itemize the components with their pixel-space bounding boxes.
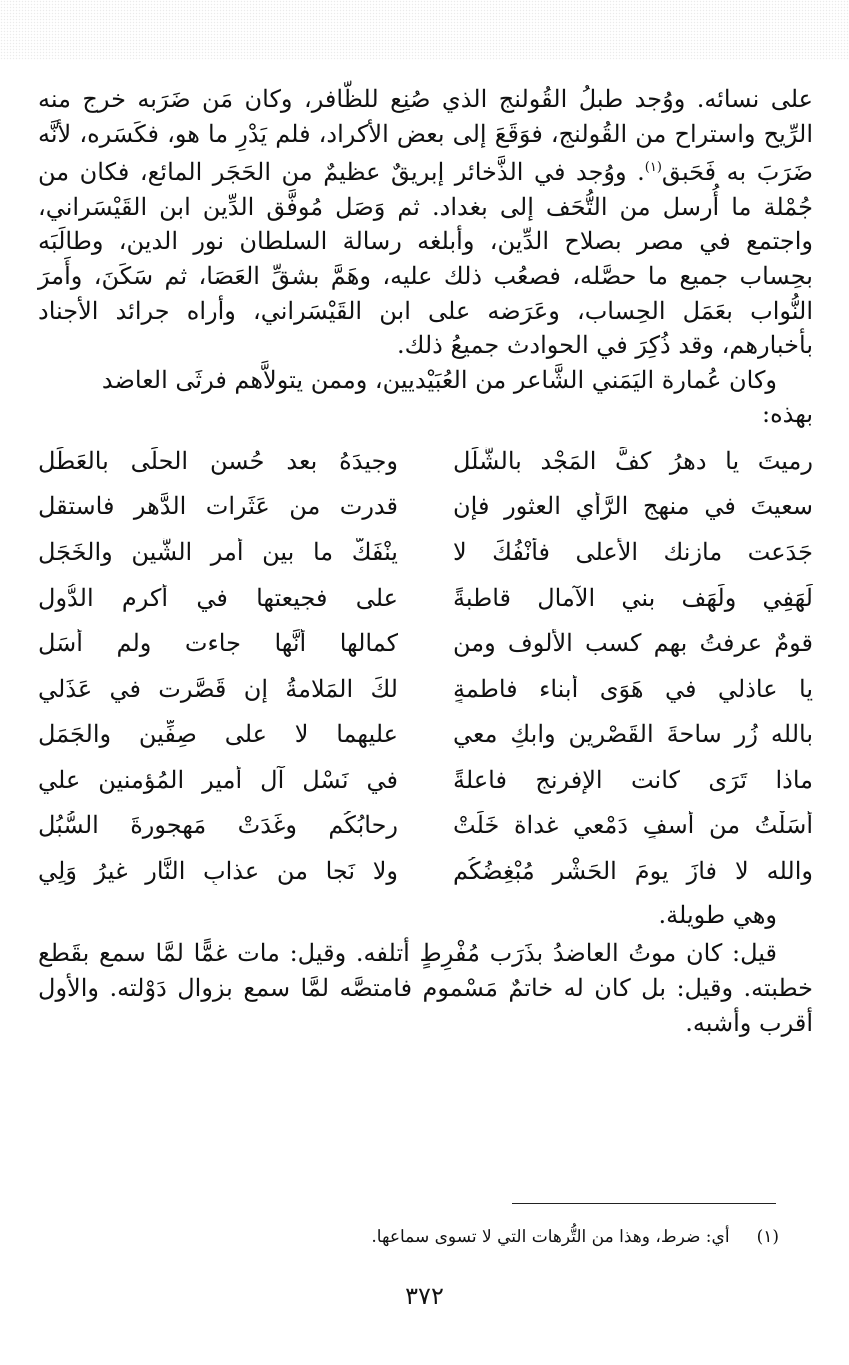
poem-verse (38, 529, 813, 575)
poem (38, 438, 813, 894)
verse-second-hemistich: كمالها أنَّها جاءت ولم أسَلِ (38, 629, 398, 658)
verse-first-hemistich: لَهَفِي ولَهَف بني الآمال قاطبةً (453, 583, 813, 612)
poem-verse (38, 575, 813, 621)
paragraph-1-text: على نسائه. ووُجد طبلُ القُولنج الذي صُنِع للظّافر، وكان مَن ضَرَبه خرج منه الرِّيح واستراح من القُولنج، فوَقَعَ إلى بعض الأكراد، فلم يَدْرِ ما هو، فكَسَره، لأنَّه ضَرَبَ به فَحَبق (38, 85, 813, 187)
footnote-marker: (١) (756, 1227, 779, 1247)
verse-first-hemistich: يا عاذلي في هَوَى أبناء فاطمةٍ (453, 674, 813, 703)
page-number: ٣٧٢ (405, 1282, 444, 1310)
verse-first-hemistich: ماذا تَرَى كانت الإفرنج فاعلةً (453, 765, 813, 794)
verse-second-hemistich: رحابُكُم وغَدَتْ مَهجورةَ السُّبُلِ (38, 811, 398, 840)
poem-verse (38, 438, 813, 484)
verse-second-hemistich: في نَسْل آل أمير المُؤمنين علي (38, 765, 398, 794)
paragraph-3: قيل: كان موتُ العاضدُ بذَرَب مُفْرِطٍ أتلفه. وقيل: مات غمًّا لمَّا سمع بقَطع خطبته. وقيل: بل كان له خاتمٌ مَسْموم فامتصَّه لمَّا سمع بزوال دَوْلته. والأول أقرب وأشبه. (38, 939, 813, 1037)
verse-first-hemistich: أَسَلْتُ من أسفٍ دَمْعي غداة خَلَتْ (453, 811, 813, 840)
poem-verse (38, 484, 813, 530)
verse-first-hemistich: بالله زُر ساحةَ القَصْرين وابكِ معي (453, 720, 813, 749)
poem-verse (38, 757, 813, 803)
verse-first-hemistich: سعيتَ في منهج الرَّأي العثور فإن (453, 492, 813, 521)
verse-first-hemistich: جَدَعت مازنك الأعلى فأنْفُكَ لا (453, 537, 813, 566)
footnote-gap (735, 1227, 751, 1247)
poem-verse (38, 666, 813, 712)
footnote-text: أي: ضرط، وهذا من التُّرهات التي لا تسوى سماعها. (371, 1227, 730, 1247)
verse-second-hemistich: ولا نَجا من عذابِ النَّار غيرُ وَلِي (38, 857, 398, 886)
footnote-separator (512, 1203, 776, 1204)
footnote-reference[interactable]: (١) (644, 160, 662, 176)
paragraph-2-tail: بهذه: (762, 400, 813, 429)
verse-first-hemistich: قومٌ عرفتُ بهم كسب الألوف ومن (453, 629, 813, 658)
verse-second-hemistich: لكَ المَلامةُ إن قَصَّرت في عَذَلي (38, 674, 398, 703)
footnote (79, 1224, 779, 1250)
scan-noise (0, 0, 849, 60)
verse-second-hemistich: عليهما لا على صِفِّين والجَمَلِ (38, 720, 398, 749)
verse-second-hemistich: ينْفَكُّ ما بين أمرِ الشَّين والخَجَلِ (38, 537, 398, 566)
poem-verse (38, 848, 813, 894)
poem-verse (38, 803, 813, 849)
verse-first-hemistich: والله لا فازَ يومَ الحَشْر مُبْغِضُكُم (453, 857, 813, 886)
poem-verse (38, 712, 813, 758)
poem-verse (38, 620, 813, 666)
poem-note: وهي طويلة. (658, 900, 777, 929)
page-body (38, 82, 813, 1040)
paragraph-2: وكان عُمارة اليَمَني الشَّاعر من العُبَيْديين، وممن يتولاَّهم فرثَى العاضد (101, 365, 777, 394)
verse-second-hemistich: وجيدَهُ بعد حُسن الحلَى بالعَطَلِ (38, 446, 398, 475)
paragraph-1 (38, 82, 813, 363)
verse-second-hemistich: قدرت من عَثَرات الدَّهر فاستقل (38, 492, 398, 521)
verse-second-hemistich: على فجيعتها في أكرم الدُّولِ (38, 583, 398, 612)
verse-first-hemistich: رميتَ يا دهرُ كفَّ المَجْد بالشَّلَلِ (453, 446, 813, 475)
paragraph-1-continued: . ووُجد في الذَّخائر إبريقٌ عظيمٌ من الحَجَر المائع، فكان من جُمْلة ما أُرسل من التُّحَف إلى بغداد. ثم وَصَل مُوفَّق الدِّين ابن القَيْسَراني، واجتمع في مصر بصلاح الدِّين، وأبلغه رسالة السلطان نور الدين، وطالَبَه بحِساب جميع ما حصَّله، فصعُب ذلك عليه، وهَمَّ بشقِّ العَصَا، ثم سَكَنَ، وأَمرَ النُّواب بعَمَل الحِساب، وعَرَضه على ابن القَيْسَراني، وأراه جرائد الأجناد بأخبارهم، وقد ذُكِرَ في الحوادث جميعُ ذلك. (38, 158, 813, 360)
